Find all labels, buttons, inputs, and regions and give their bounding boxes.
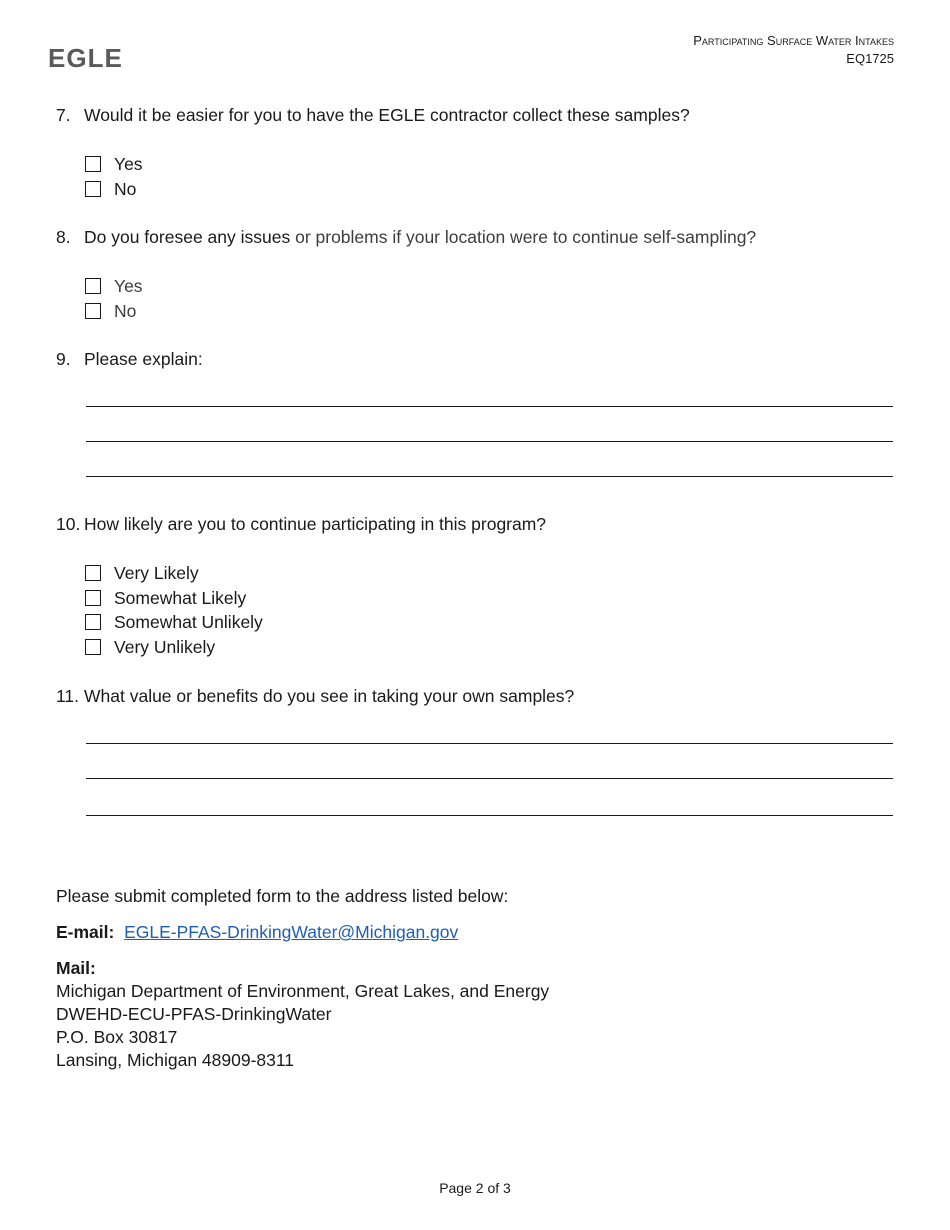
q7-text: Would it be easier for you to have the EGLE contractor collect these samples? xyxy=(84,105,690,125)
page-number: Page 2 of 3 xyxy=(439,1180,511,1196)
q8-text-part2: or problems if your location were to continue self-sampling? xyxy=(290,227,757,247)
address-line: Michigan Department of Environment, Great Lakes, and Energy xyxy=(56,981,550,1001)
q11-answer-line[interactable] xyxy=(86,743,893,744)
q9-answer-line[interactable] xyxy=(86,476,893,477)
email-label: E-mail: xyxy=(56,922,115,942)
checkbox[interactable] xyxy=(85,181,101,197)
q9-answer-line[interactable] xyxy=(86,406,893,407)
q11-number: 11. xyxy=(56,686,80,706)
q9-answer-line[interactable] xyxy=(86,441,893,442)
email-row xyxy=(56,921,458,944)
q11-text: What value or benefits do you see in taking your own samples? xyxy=(84,686,575,706)
option-label: Very Unlikely xyxy=(114,637,216,657)
q7-option-yes[interactable] xyxy=(85,154,143,174)
q10-number: 10. xyxy=(56,514,81,534)
q11-answer-line[interactable] xyxy=(86,778,893,779)
q8-text-part1: Do you foresee any issues xyxy=(84,227,291,247)
checkbox[interactable] xyxy=(85,639,101,655)
option-label: Yes xyxy=(114,154,143,174)
option-label: No xyxy=(114,301,137,321)
q10-option-very-unlikely[interactable] xyxy=(85,637,215,657)
document-code: EQ1725 xyxy=(846,51,894,66)
mail-label: Mail: xyxy=(56,958,96,978)
q10-option-somewhat-likely[interactable] xyxy=(85,588,246,608)
q8-option-yes[interactable] xyxy=(85,276,143,296)
option-label: Very Likely xyxy=(114,563,199,583)
q8-text xyxy=(84,227,756,247)
option-label: Somewhat Unlikely xyxy=(114,612,263,632)
mail-block xyxy=(56,957,549,1072)
q7-number: 7. xyxy=(56,105,71,125)
checkbox[interactable] xyxy=(85,590,101,606)
checkbox[interactable] xyxy=(85,303,101,319)
q9-text: Please explain: xyxy=(84,349,203,369)
q11-answer-line[interactable] xyxy=(86,815,893,816)
checkbox[interactable] xyxy=(85,614,101,630)
q8-number: 8. xyxy=(56,227,71,247)
address-line: Lansing, Michigan 48909-8311 xyxy=(56,1050,295,1070)
checkbox[interactable] xyxy=(85,156,101,172)
submit-instruction: Please submit completed form to the address listed below: xyxy=(56,886,509,906)
option-label: Somewhat Likely xyxy=(114,588,247,608)
q8-option-no[interactable] xyxy=(85,301,136,321)
document-title: Participating Surface Water Intakes xyxy=(693,33,894,48)
email-link[interactable]: EGLE-PFAS-DrinkingWater@Michigan.gov xyxy=(124,922,459,942)
q9-number: 9. xyxy=(56,349,71,369)
egle-logo: EGLE xyxy=(48,43,123,73)
q10-option-very-likely[interactable] xyxy=(85,563,199,583)
address-line: P.O. Box 30817 xyxy=(56,1027,178,1047)
q10-text: How likely are you to continue participating in this program? xyxy=(84,514,547,534)
checkbox[interactable] xyxy=(85,278,101,294)
option-label: Yes xyxy=(114,276,143,296)
checkbox[interactable] xyxy=(85,565,101,581)
address-line: DWEHD-ECU-PFAS-DrinkingWater xyxy=(56,1004,332,1024)
q7-option-no[interactable] xyxy=(85,179,136,199)
q10-option-somewhat-unlikely[interactable] xyxy=(85,612,263,632)
option-label: No xyxy=(114,179,137,199)
